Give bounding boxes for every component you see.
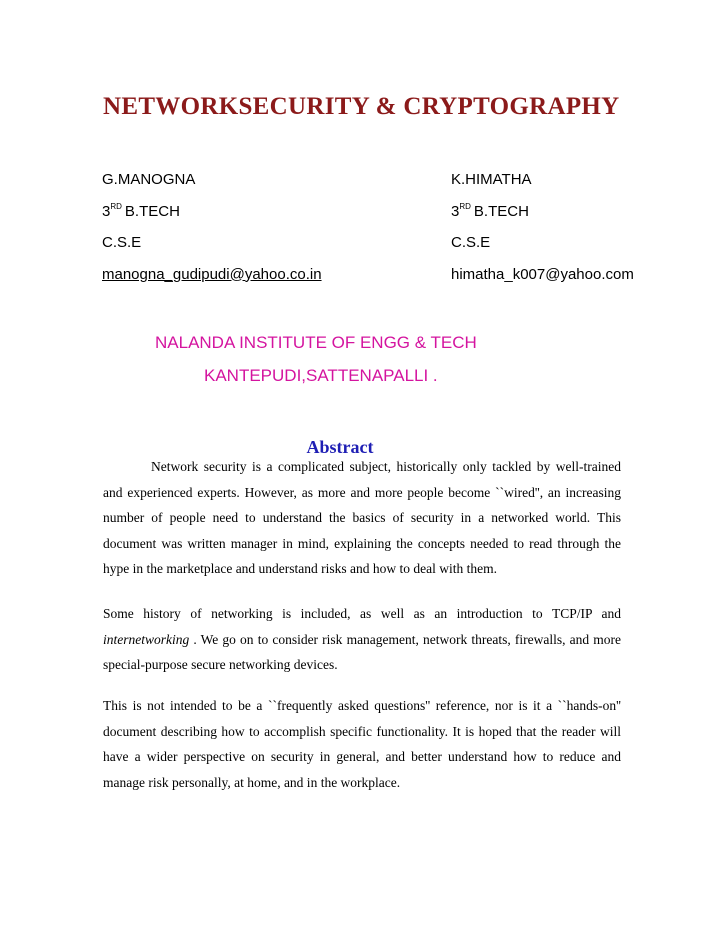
paragraph-text — [103, 601, 621, 678]
paragraph-text-start: Some history of networking is included, as well as an introduction to TCP/IP and — [103, 606, 621, 621]
italic-term: internetworking — [103, 631, 190, 647]
email-link[interactable]: manogna_gudipudi@yahoo.co.in — [102, 265, 322, 283]
author-dept: C.S.E — [451, 234, 491, 251]
author-year — [102, 202, 322, 234]
abstract-paragraph-1 — [103, 454, 621, 582]
author-block-1 — [102, 170, 322, 296]
author-name: K.HIMATHA — [451, 171, 532, 188]
paragraph-text: This is not intended to be a ``frequently asked questions'' reference, nor is it a ``hands-on'' document describing how to accomplish specific functionality. It is hoped that the reader will have a wider perspective on security in general, and better understand how to reduce and manage risk personally, at home, and in the workplace. — [103, 698, 621, 790]
year-number: 3 — [102, 202, 111, 220]
institution-name: NALANDA INSTITUTE OF ENGG & TECH — [155, 333, 477, 352]
page-title: NETWORKSECURITY & CRYPTOGRAPHY — [103, 93, 620, 120]
paragraph-text-end: . We go on to consider risk management, network threats, firewalls, and more special-purpose secure networking devices. — [103, 631, 621, 672]
institution-location: KANTEPUDI,SATTENAPALLI . — [204, 366, 438, 385]
abstract-heading: Abstract — [306, 437, 374, 457]
author-dept: C.S.E — [102, 234, 142, 251]
paragraph-text: Network security is a complicated subject, historically only tackled by well-trained and experienced experts. However, as more and more people become ``wired'', an increasing number of people need to understand the basics of security in a networked world. This document was written manager in mind, explaining the concepts needed to read through the hype in the marketplace and understand risks and how to deal with them. — [103, 459, 621, 576]
author-name: G.MANOGNA — [102, 171, 196, 188]
year-superscript: RD — [459, 201, 471, 211]
year-superscript: RD — [110, 201, 122, 211]
degree: B.TECH — [473, 202, 529, 220]
abstract-paragraph-2 — [103, 601, 621, 678]
author-email — [102, 265, 322, 297]
year-number: 3 — [451, 202, 460, 220]
author-email: himatha_k007@yahoo.com — [451, 265, 634, 283]
abstract-paragraph-3 — [103, 693, 621, 795]
author-year — [451, 202, 634, 234]
degree: B.TECH — [124, 202, 180, 220]
author-block-2 — [451, 170, 634, 296]
